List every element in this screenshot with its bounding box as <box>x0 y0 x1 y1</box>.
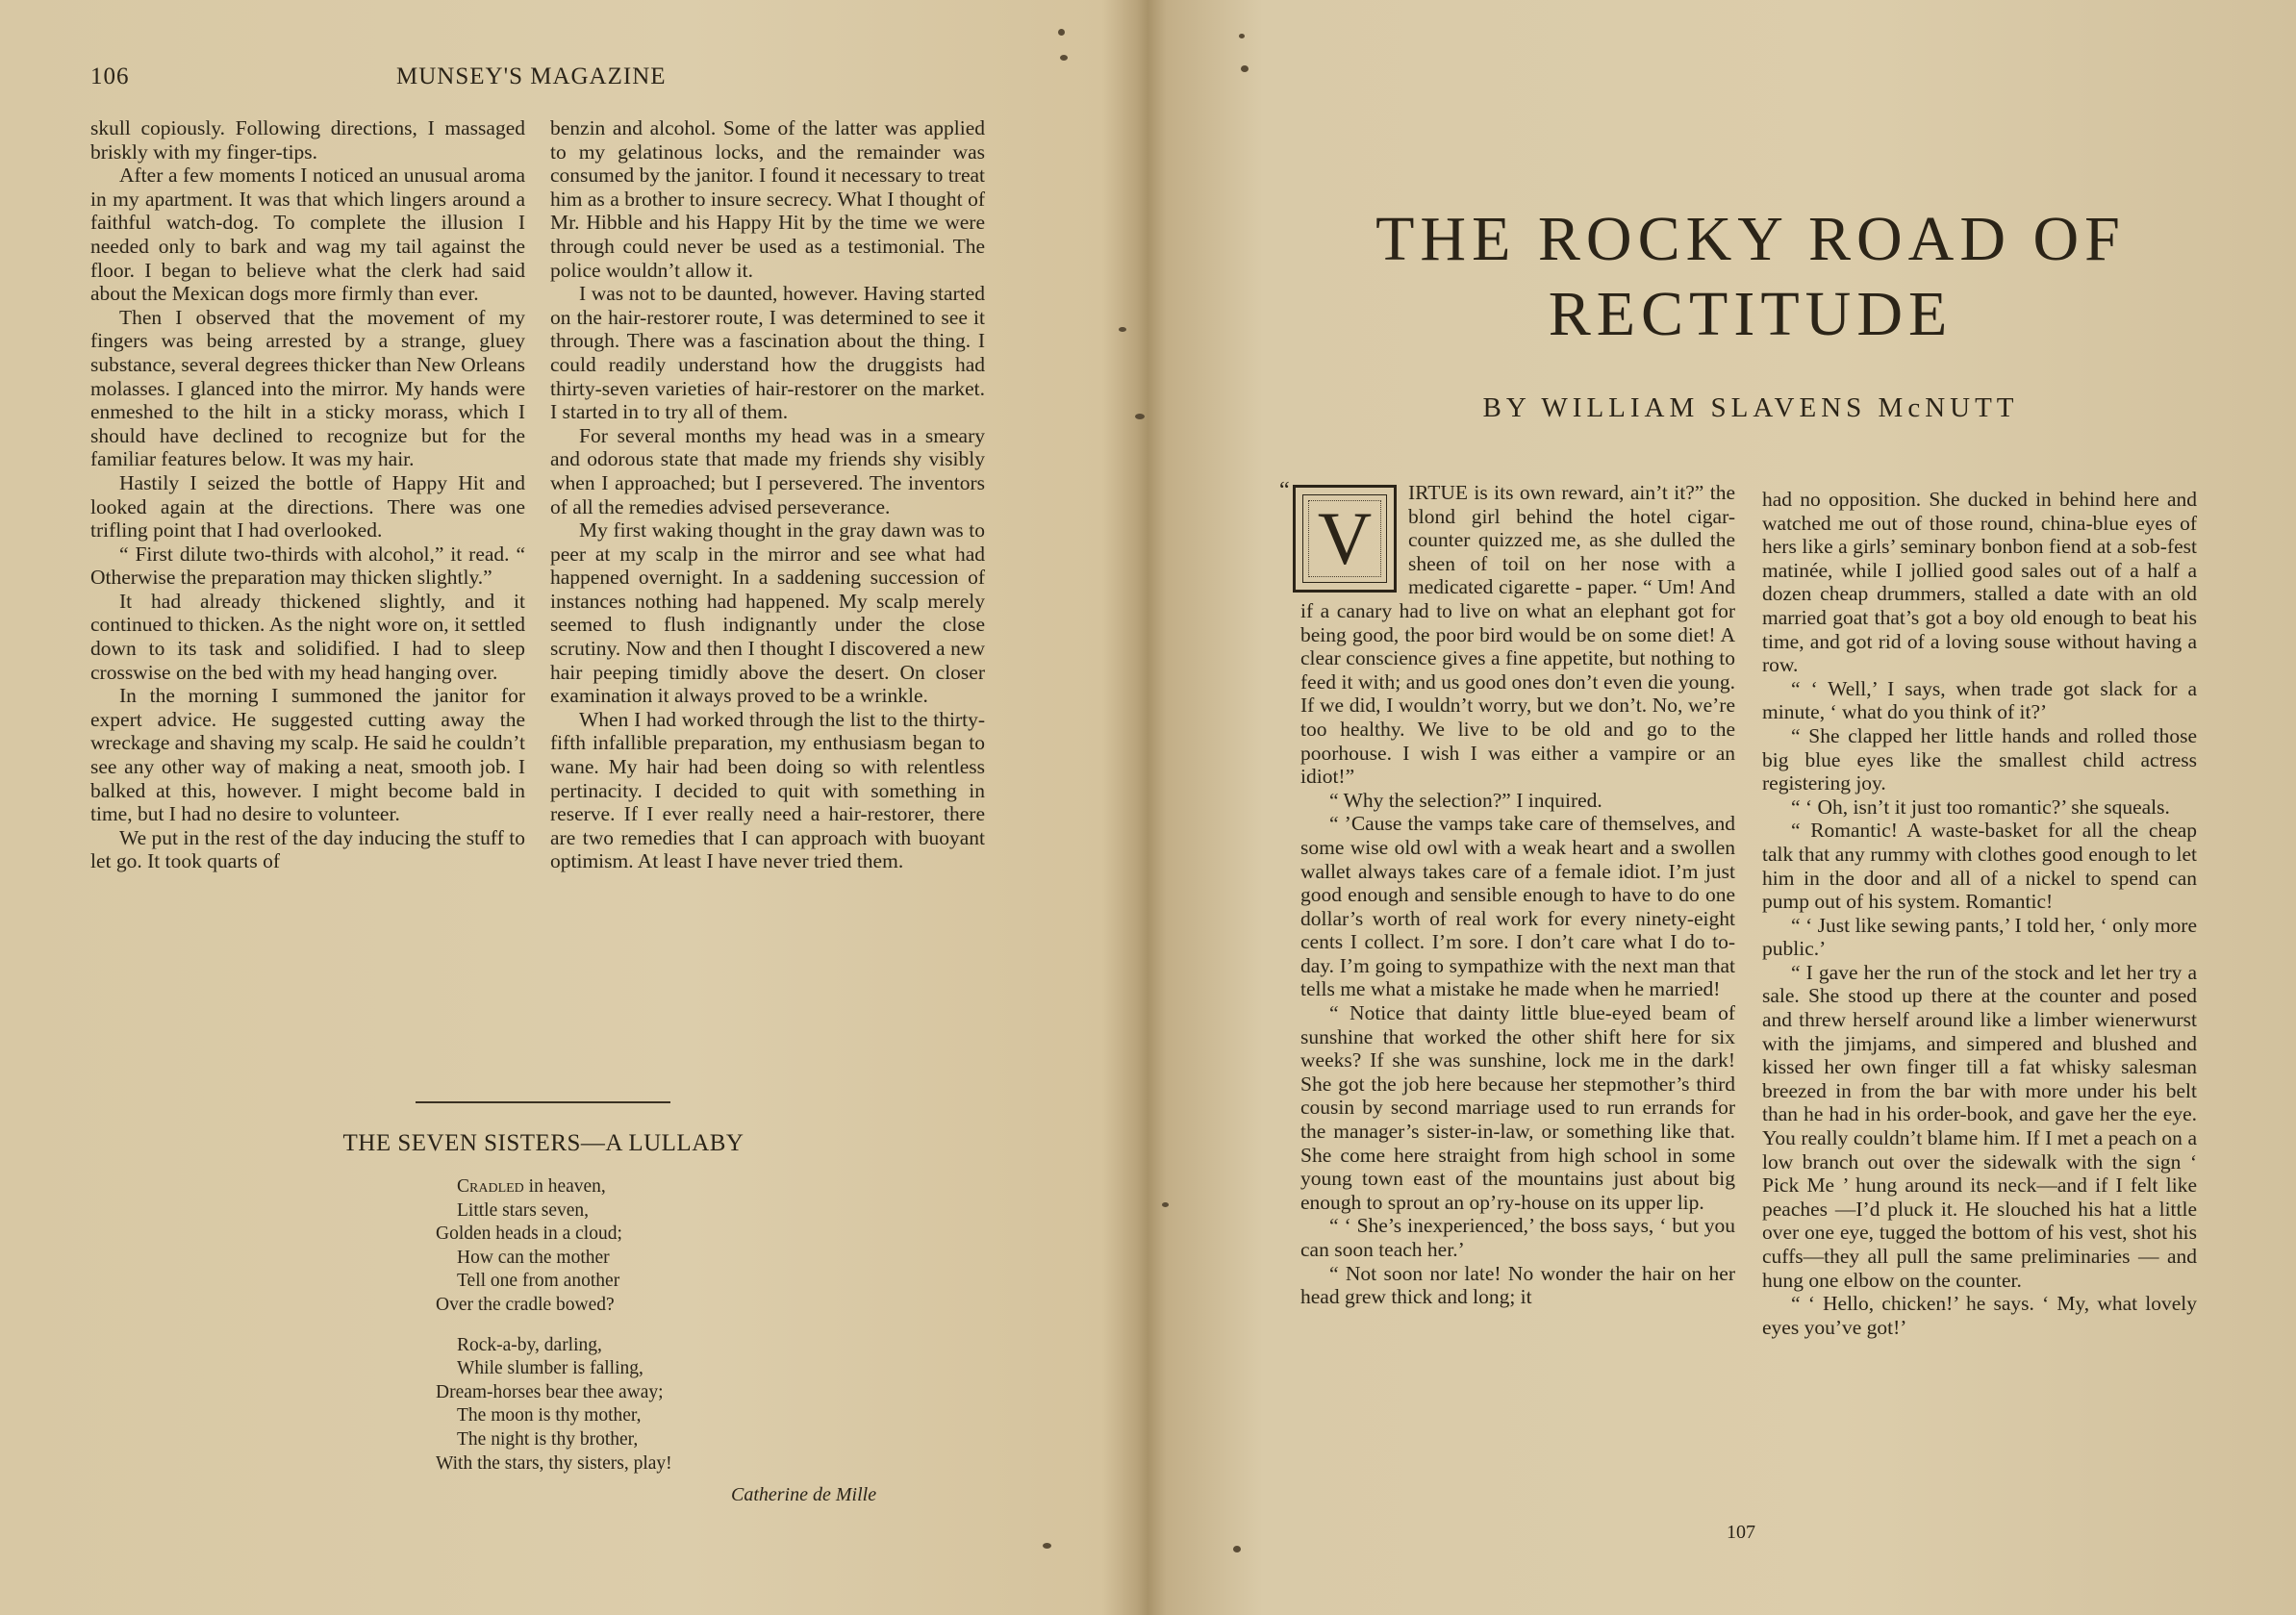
right-column-2 <box>1762 488 2197 1339</box>
paragraph <box>1300 1214 1735 1261</box>
page-number-left: 106 <box>90 63 130 89</box>
article-title-line-1: THE ROCKY ROAD OF <box>1375 204 2126 274</box>
poem-line <box>436 1223 820 1247</box>
section-divider <box>416 1101 670 1103</box>
paper-speck <box>1119 327 1126 332</box>
paper-speck <box>1043 1543 1051 1549</box>
paragraph-text: skull copiously. Following directions, I massaged briskly with my finger-tips. <box>90 116 525 164</box>
left-column-2 <box>550 116 985 873</box>
poem-line-text: Golden heads in a cloud; <box>436 1224 622 1245</box>
poem-line-text: With the stars, thy sisters, play! <box>436 1452 672 1474</box>
poem-line <box>436 1452 820 1476</box>
paper-speck <box>1241 65 1249 72</box>
paragraph-text: “ Romantic! A waste-basket for all the cheap talk that any rummy with clothes good enough to let him in the door and all of a nickel to spend can pump out of his system. Romantic! <box>1762 819 2197 914</box>
poem-author: Catherine de Mille <box>731 1484 877 1505</box>
drop-cap-letter: V <box>1317 496 1373 580</box>
paragraph <box>1762 819 2197 913</box>
poem-line-text: The moon is thy mother, <box>457 1405 642 1426</box>
paragraph <box>1762 914 2197 961</box>
paragraph-text: “ ‘ Just like sewing pants,’ I told her, ‘ only more public.’ <box>1762 913 2197 961</box>
opening-quote: “ <box>1279 478 1290 503</box>
paragraph-text: “ ’Cause the vamps take care of themselves, and some wise old owl with a weak heart and a swollen wallet always takes care of a female idiot. I’m just good enough and sensible enough to have to do one dollar’s worth of real work for every ninety-eight cents I collect. I’m sore. I don’t care what I do to-day. I’m going to sympathize with the next man that tells me what a mistake he made when he married! <box>1300 812 1735 1001</box>
page-number-right: 107 <box>1727 1522 1755 1543</box>
drop-cap-ornament <box>1279 478 1397 593</box>
poem-line-text: Over the cradle bowed? <box>436 1294 615 1315</box>
poem-line-text: Tell one from another <box>457 1271 620 1292</box>
poem-title: THE SEVEN SISTERS—A LULLABY <box>342 1130 744 1156</box>
paragraph-text: When I had worked through the list to the thirty-fifth infallible preparation, my enthusiasm began to wane. My hair had been doing so with relentless pertinacity. I decided to quit with something in reserve. If I ever really need a hair-restorer, there are two remedies that I can approach with buoyant optimism. At least I have never tried them. <box>550 707 985 873</box>
poem-line-text: How can the mother <box>457 1247 610 1268</box>
paragraph <box>550 424 985 518</box>
paragraph <box>550 708 985 873</box>
paragraph <box>90 590 525 684</box>
article-title-line-2: RECTITUDE <box>1548 279 1954 349</box>
paragraph <box>1762 724 2197 795</box>
poem-line-text: Dream-horses bear thee away; <box>436 1381 664 1402</box>
paragraph <box>1762 961 2197 1292</box>
poem-line <box>436 1428 820 1452</box>
poem-line <box>436 1404 820 1428</box>
paper-speck <box>1233 1546 1241 1552</box>
paragraph <box>1300 1262 1735 1309</box>
paragraph <box>550 282 985 424</box>
paragraph <box>90 471 525 543</box>
paragraph-text: Then I observed that the movement of my fingers was being arrested by a strange, gluey substance, several degrees thicker than New Orleans molasses. I glanced into the mirror. My hands were enmeshed to the hilt in a sticky morass, which I should have declined to recognize but for the familiar features below. It was my hair. <box>90 305 525 471</box>
left-column-1 <box>90 116 525 873</box>
poem-line-text: Rock-a-by, darling, <box>457 1334 602 1355</box>
paragraph-text: “ Notice that dainty little blue-eyed beam of sunshine that worked the other shift here for six weeks? If she was sunshine, lock me in the dark! She got the job here because her stepmother’s third cousin by second marriage used to run errands for the manager’s sister-in-law, or something like that. She come here straight from high school in some young town east of the mountains just about big enough to sprout an op’ry-house on its upper lip. <box>1300 1001 1735 1214</box>
magazine-name: MUNSEY'S MAGAZINE <box>396 63 667 89</box>
poem-line <box>436 1381 820 1405</box>
poem-body <box>436 1175 820 1492</box>
paragraph <box>90 543 525 590</box>
left-page <box>0 0 1135 1615</box>
poem-line <box>436 1247 820 1271</box>
poem-line <box>436 1270 820 1294</box>
paragraph-text: “ Why the selection?” I inquired. <box>1329 788 1602 812</box>
poem-line <box>436 1175 820 1199</box>
paper-speck <box>1135 414 1145 419</box>
paper-speck <box>1060 55 1068 61</box>
paragraph-text: It had already thickened slightly, and it continued to thicken. As the night wore on, it settled down to its task and solidified. I had to sleep crosswise on the bed with my head hanging over. <box>90 589 525 684</box>
paper-speck <box>1162 1202 1169 1207</box>
paragraph-text: “ She clapped her little hands and rolled those big blue eyes like the smallest child actress registering joy. <box>1762 723 2197 795</box>
paragraph-text: In the morning I summoned the janitor for expert advice. He suggested cutting away the wreckage and shaving my scalp. He said he couldn’t see any other way of making a neat, smooth job. I balked at this, however. I might become bald in time, but I had no desire to volunteer. <box>90 684 525 826</box>
paragraph-text: Hastily I seized the bottle of Happy Hit and looked again at the directions. There was one trifling point that I had overlooked. <box>90 470 525 543</box>
paragraph <box>90 684 525 826</box>
paragraph-text: “ ‘ She’s inexperienced,’ the boss says, ‘ but you can soon teach her.’ <box>1300 1214 1735 1261</box>
paragraph-text: “ Not soon nor late! No wonder the hair on her head grew thick and long; it <box>1300 1261 1735 1309</box>
paragraph <box>550 116 985 282</box>
right-page <box>1135 0 2296 1615</box>
paragraph <box>90 826 525 873</box>
paragraph <box>90 116 525 164</box>
paragraph <box>1762 795 2197 820</box>
paragraph <box>1300 812 1735 1001</box>
paper-speck <box>1239 34 1245 38</box>
article-byline: BY WILLIAM SLAVENS McNUTT <box>1482 392 2019 423</box>
paragraph-text: “ ‘ Well,’ I says, when trade got slack for a minute, ‘ what do you think of it?’ <box>1762 676 2197 724</box>
paragraph <box>90 164 525 306</box>
poem-line <box>436 1294 820 1318</box>
poem-line <box>436 1199 820 1224</box>
paragraph-text: We put in the rest of the day inducing the stuff to let go. It took quarts of <box>90 825 525 873</box>
poem-stanza <box>436 1175 820 1318</box>
right-column-1 <box>1279 478 1735 1309</box>
paragraph-text: I was not to be daunted, however. Having started on the hair-restorer route, I was determined to see it through. There was a fascination about the thing. I could readily understand how the druggists had thirty-seven varieties of hair-restorer on the market. I started in to try all of them. <box>550 282 985 424</box>
paragraph-text: “ I gave her the run of the stock and let her try a sale. She stood up there at the counter and posed and threw herself around like a limber wienerwurst with the jimjams, and simpered and blushed and kissed her own finger till a fat whisky salesman breezed in from the bar with more under his belt than he had in his order-book, and gave her the eye. You really couldn’t blame him. If I met a peach on a low branch out over the sidewalk with the sign ‘ Pick Me ’ hung around its neck—and if I felt like peaches —I’d pluck it. He slouched his hat a little over one eye, tugged the bottom of his vest, shot his cuffs—they all pull the same preliminaries — and hung one elbow on the counter. <box>1762 960 2197 1292</box>
paragraph-text: “ ‘ Oh, isn’t it just too romantic?’ she squeals. <box>1791 795 2170 819</box>
paper-speck <box>1058 29 1065 36</box>
poem-line-text: While slumber is falling, <box>457 1358 643 1379</box>
paragraph <box>1762 1292 2197 1339</box>
paragraph-text: had no opposition. She ducked in behind here and watched me out of those round, china-blue eyes of hers like a girls’ seminary bonbon fiend at a sob-fest matinée, while I jollied good sales out of a half a dozen cheap drummers, stalled a date with an old married goat that’s got a boy old enough to beat his time, and got rid of a loving souse without having a row. <box>1762 488 2197 677</box>
paragraph-text: For several months my head was in a smeary and odorous state that made my friends shy visibly when I approached; but I persevered. The inventors of all the remedies advised perseverance. <box>550 423 985 518</box>
article-title <box>1270 202 2232 352</box>
poem-line-text: The night is thy brother, <box>457 1428 639 1450</box>
poem-stanza <box>436 1334 820 1476</box>
paragraph-text: “ First dilute two-thirds with alcohol,” it read. “ Otherwise the preparation may thicken slightly.” <box>90 542 525 590</box>
paragraph-text: After a few moments I noticed an unusual aroma in my apartment. It was that which lingers around a faithful watch-dog. To complete the illusion I needed only to bark and wag my tail against the floor. I began to believe what the clerk had said about the Mexican dogs more firmly than ever. <box>90 164 525 306</box>
poem-first-word: Cradled <box>457 1176 524 1197</box>
paragraph <box>550 518 985 708</box>
poem-line-text: in heaven, <box>523 1176 606 1197</box>
paragraph-text: My first waking thought in the gray dawn was to peer at my scalp in the mirror and see what had happened overnight. In a saddening succession of instances nothing had happened. My scalp merely seemed to flush indignantly under the close scrutiny. Now and then I thought I discovered a new hair peeping timidly above the desert. On closer examination it always proved to be a wrinkle. <box>550 518 985 708</box>
paragraph <box>1300 1001 1735 1214</box>
paragraph-text: IRTUE is its own reward, ain’t it?” the blond girl behind the hotel cigar-counter quizzed me, as she dulled the sheen of toil on her nose with a medicated cigarette - paper. “ Um! And if a canary had to live on what an elephant got for being good, the poor bird would be on some diet! A clear conscience gives a fine appetite, but nothing to feed it with; and us good ones don’t even die young. If we did, I wouldn’t worry, but we don’t. No, we’re too healthy. We live to be old and go to the poorhouse. I wish I was either a vampire or an idiot!” <box>1300 481 1735 789</box>
paragraph <box>1300 789 1735 813</box>
paragraph <box>90 306 525 471</box>
poem-line <box>436 1357 820 1381</box>
paragraph-text: “ ‘ Hello, chicken!’ he says. ‘ My, what lovely eyes you’ve got!’ <box>1762 1292 2197 1339</box>
paragraph-text: benzin and alcohol. Some of the latter was applied to my gelatinous locks, and the remainder was consumed by the janitor. I found it necessary to treat him as a brother to insure secrecy. What I thought of Mr. Hibble and his Happy Hit by the time we were through could never be used as a testimonial. The police wouldn’t allow it. <box>550 116 985 282</box>
paragraph <box>1762 488 2197 677</box>
poem-line <box>436 1334 820 1358</box>
paragraph <box>1762 677 2197 724</box>
paragraph <box>1279 478 1735 789</box>
poem-line-text: Little stars seven, <box>457 1199 590 1221</box>
